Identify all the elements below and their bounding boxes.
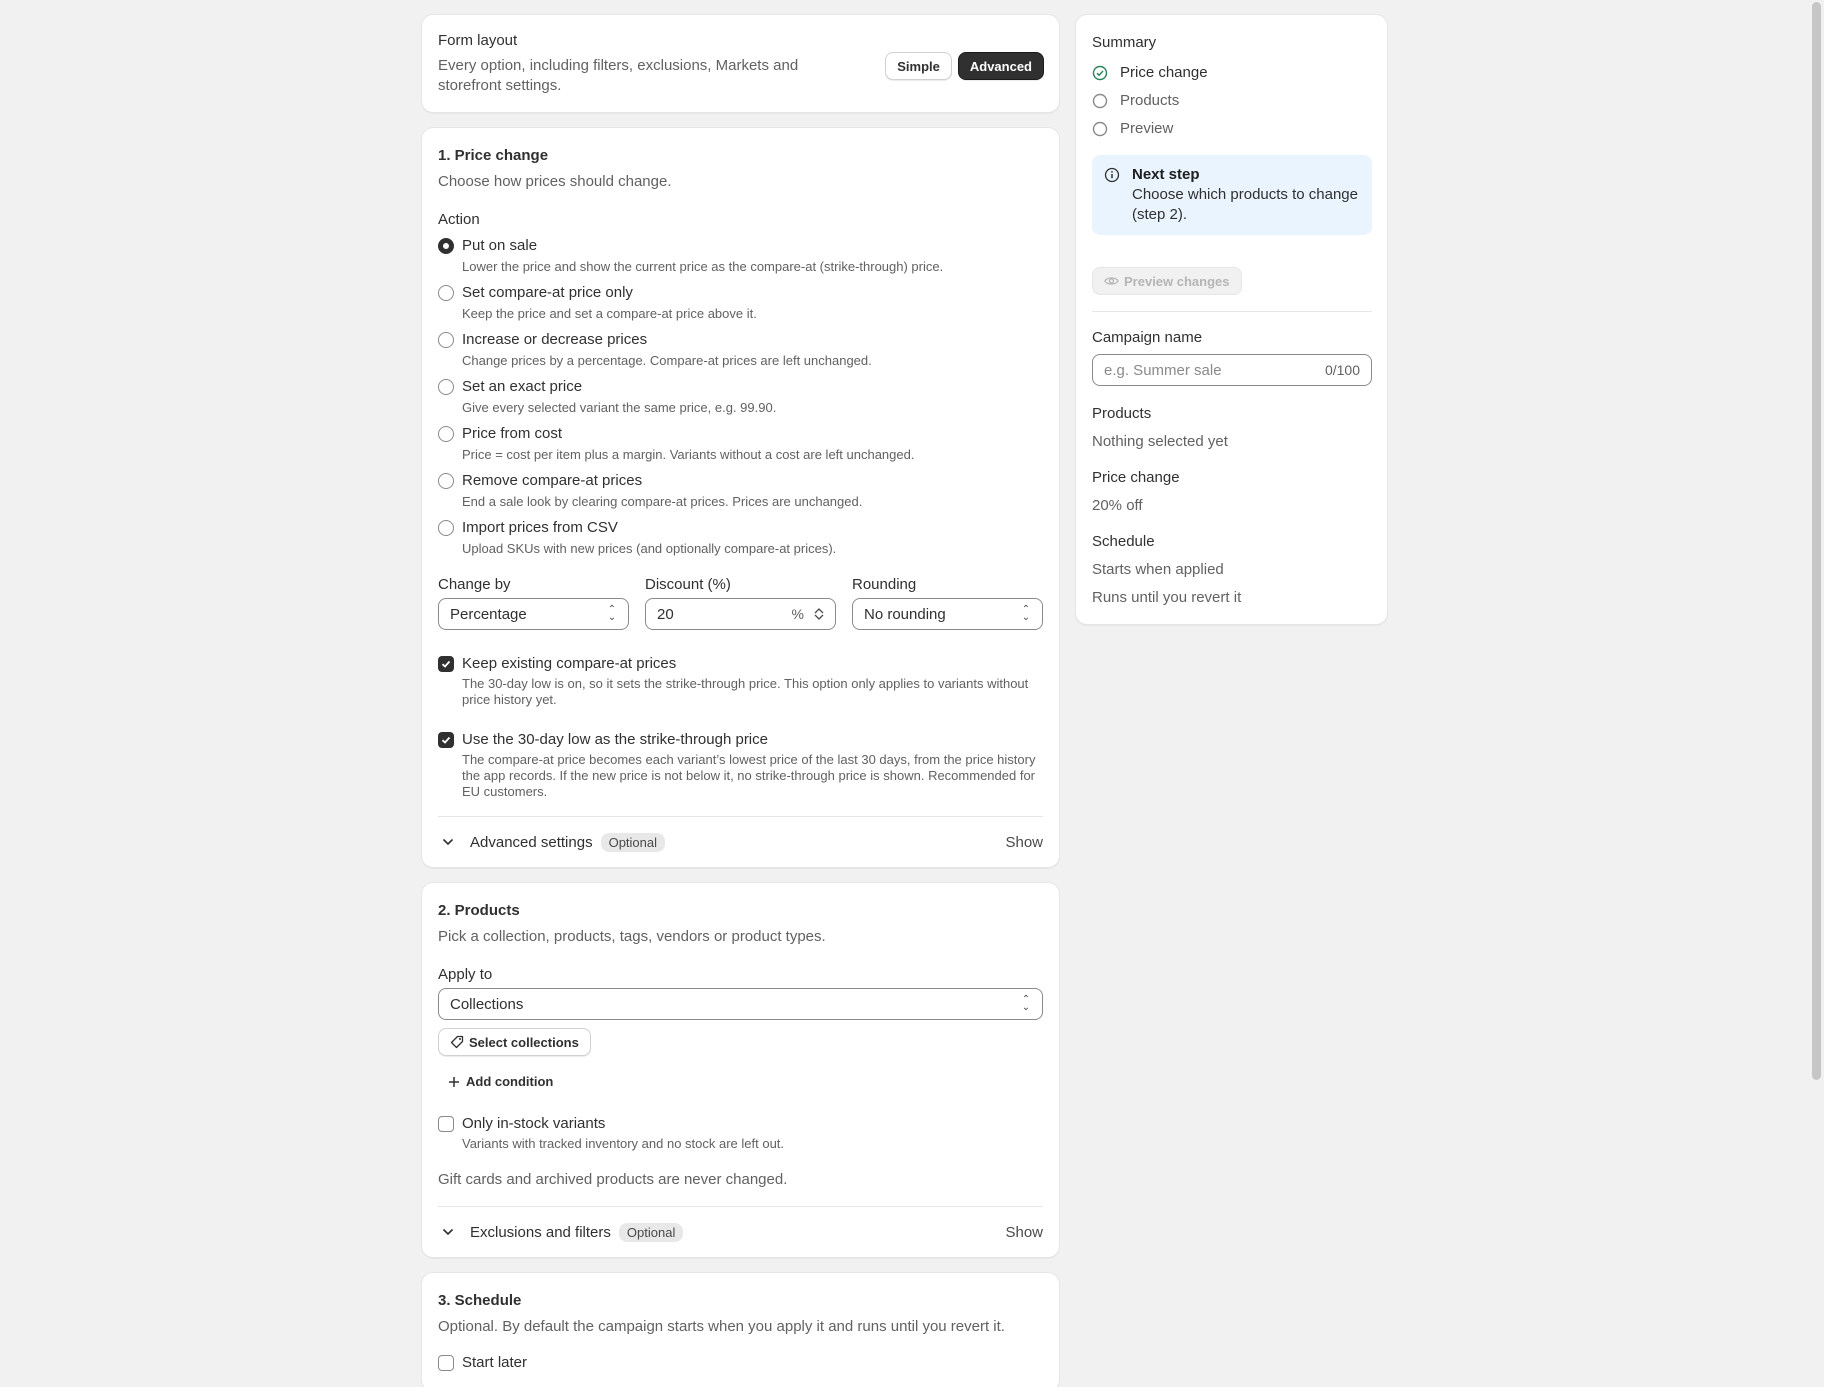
- option-label: Remove compare-at prices: [462, 472, 643, 489]
- optional-badge: Optional: [601, 833, 665, 852]
- preview-changes-button[interactable]: [1092, 267, 1242, 295]
- chevron-down-icon: [442, 1228, 458, 1236]
- empty-circle-icon: [1092, 93, 1108, 109]
- apply-to-label: Apply to: [438, 966, 493, 983]
- keep-existing-compare-at-checkbox[interactable]: [438, 654, 1043, 708]
- summary-step-price-change[interactable]: [1092, 63, 1372, 82]
- empty-circle-icon: [1092, 121, 1108, 137]
- campaign-name-placeholder: e.g. Summer sale: [1104, 361, 1222, 379]
- summary-title: Summary: [1092, 34, 1157, 51]
- action-option-remove-compare-at[interactable]: [438, 471, 1043, 510]
- action-option-put-on-sale[interactable]: [438, 236, 1043, 275]
- discount-value: 20: [657, 605, 674, 623]
- radio-button[interactable]: [438, 473, 454, 489]
- summary-price-change-label: Price change: [1092, 469, 1180, 486]
- in-stock-checkbox[interactable]: [438, 1114, 1043, 1152]
- banner-title: Next step: [1132, 166, 1200, 183]
- campaign-name-label: Campaign name: [1092, 329, 1203, 346]
- action-option-exact-price[interactable]: [438, 377, 1043, 416]
- form-layout-title: Form layout: [438, 32, 518, 49]
- banner-text: Choose which products to change (step 2).: [1132, 186, 1358, 223]
- layout-toggle: [885, 52, 1044, 80]
- radio-button[interactable]: [438, 238, 454, 254]
- products-title: 2. Products: [438, 902, 520, 919]
- change-by-label: Change by: [438, 576, 511, 593]
- change-by-value: Percentage: [450, 605, 527, 623]
- add-condition-button[interactable]: [438, 1074, 1043, 1089]
- change-fields-row: [438, 575, 1043, 630]
- option-help: Give every selected variant the same price, e.g. 99.90.: [462, 400, 777, 415]
- action-label: Action: [438, 211, 480, 228]
- rounding-label: Rounding: [852, 576, 917, 593]
- form-layout-card: [421, 14, 1060, 113]
- thirty-day-low-checkbox[interactable]: [438, 730, 1043, 800]
- option-label: Put on sale: [462, 237, 538, 254]
- action-option-compare-at-only[interactable]: [438, 283, 1043, 322]
- step-label: Preview: [1120, 120, 1174, 137]
- option-label: Set compare-at price only: [462, 284, 633, 301]
- option-help: End a sale look by clearing compare-at prices. Prices are unchanged.: [462, 494, 863, 509]
- checkbox[interactable]: [438, 656, 454, 672]
- checkbox[interactable]: [438, 1116, 454, 1132]
- checkbox-help: The 30-day low is on, so it sets the strike-through price. This option only applies to variants without price history yet.: [462, 676, 1029, 707]
- summary-schedule-end: Runs until you revert it: [1092, 589, 1242, 606]
- summary-step-preview[interactable]: [1092, 119, 1372, 138]
- check-circle-icon: [1092, 65, 1108, 81]
- apply-to-value: Collections: [450, 995, 524, 1013]
- option-help: Change prices by a percentage. Compare-at prices are left unchanged.: [462, 353, 872, 368]
- option-help: Price = cost per item plus a margin. Variants without a cost are left unchanged.: [462, 447, 915, 462]
- select-chevron-icon: ⌃ ⌄: [607, 604, 617, 623]
- select-collections-button[interactable]: [438, 1028, 591, 1056]
- checkbox-help: Variants with tracked inventory and no stock are left out.: [462, 1136, 785, 1151]
- show-advanced-button[interactable]: Show: [1005, 833, 1043, 851]
- discount-label: Discount (%): [645, 576, 731, 593]
- divider: [438, 1206, 1043, 1207]
- optional-badge: Optional: [619, 1223, 683, 1242]
- summary-price-change-value: 20% off: [1092, 497, 1143, 514]
- step-label: Price change: [1120, 64, 1208, 81]
- option-help: Lower the price and show the current price as the compare-at (strike-through) price.: [462, 259, 944, 274]
- step-label: Products: [1120, 92, 1180, 109]
- advanced-layout-button[interactable]: Advanced: [958, 52, 1044, 80]
- character-counter: 0/100: [1324, 362, 1360, 378]
- summary-schedule-start: Starts when applied: [1092, 561, 1224, 578]
- rounding-value: No rounding: [864, 605, 946, 623]
- main-column: [421, 14, 1060, 1387]
- checkmark-icon: [441, 735, 451, 745]
- checkbox-label: Start later: [462, 1354, 528, 1371]
- radio-button[interactable]: [438, 379, 454, 395]
- preview-changes-label: Preview changes: [1124, 273, 1230, 289]
- info-icon: [1104, 167, 1120, 183]
- checkmark-icon: [441, 659, 451, 669]
- option-label: Import prices from CSV: [462, 519, 618, 536]
- option-label: Increase or decrease prices: [462, 331, 648, 348]
- radio-button[interactable]: [438, 426, 454, 442]
- price-change-title: 1. Price change: [438, 147, 549, 164]
- products-note: Gift cards and archived products are never changed.: [438, 1171, 788, 1188]
- option-help: Keep the price and set a compare-at price above it.: [462, 306, 757, 321]
- tag-icon: [450, 1035, 464, 1049]
- checkbox[interactable]: [438, 1355, 454, 1371]
- schedule-subtitle: Optional. By default the campaign starts when you apply it and runs until you revert it.: [438, 1318, 1005, 1335]
- radio-button[interactable]: [438, 285, 454, 301]
- action-option-import-csv[interactable]: [438, 518, 1043, 557]
- chevron-down-icon: [442, 838, 458, 846]
- exclusions-label: Exclusions and filters: [470, 1223, 611, 1241]
- campaign-name-input[interactable]: [1092, 354, 1372, 386]
- form-layout-description: Every option, including filters, exclusions, Markets and storefront settings.: [438, 57, 799, 94]
- option-label: Set an exact price: [462, 378, 583, 395]
- simple-layout-button[interactable]: Simple: [885, 52, 952, 80]
- discount-input[interactable]: [645, 598, 836, 630]
- change-by-select[interactable]: [438, 598, 629, 630]
- select-collections-label: Select collections: [469, 1034, 579, 1050]
- action-option-price-from-cost[interactable]: [438, 424, 1043, 463]
- exclusions-toggle[interactable]: [438, 1221, 1043, 1243]
- discount-suffix: %: [791, 606, 804, 622]
- checkbox-help: The compare-at price becomes each variant’s lowest price of the last 30 days, from the price history the app records. If the new price is not below it, no strike-through price is shown. Recommended for EU customers.: [462, 752, 1036, 799]
- add-condition-label: Add condition: [466, 1074, 554, 1089]
- chevron-up-icon[interactable]: [814, 607, 824, 614]
- summary-products-value: Nothing selected yet: [1092, 433, 1228, 450]
- products-subtitle: Pick a collection, products, tags, vendors or product types.: [438, 928, 826, 945]
- summary-products-label: Products: [1092, 405, 1152, 422]
- number-stepper[interactable]: [814, 607, 824, 621]
- advanced-settings-label: Advanced settings: [470, 833, 593, 851]
- checkbox-label: Only in-stock variants: [462, 1115, 606, 1132]
- divider: [438, 816, 1043, 817]
- checkbox-label: Use the 30-day low as the strike-through price: [462, 731, 768, 748]
- show-exclusions-button[interactable]: Show: [1005, 1223, 1043, 1241]
- action-radio-group: [438, 236, 1043, 557]
- advanced-settings-toggle[interactable]: [438, 831, 1043, 853]
- apply-to-select[interactable]: [438, 988, 1043, 1020]
- divider: [1092, 311, 1372, 312]
- plus-icon: [448, 1076, 460, 1088]
- eye-icon: [1104, 275, 1119, 287]
- select-chevron-icon: ⌃ ⌄: [1021, 604, 1031, 623]
- summary-column: [1075, 14, 1388, 639]
- option-help: Upload SKUs with new prices (and optionally compare-at prices).: [462, 541, 837, 556]
- start-later-checkbox[interactable]: [438, 1353, 1043, 1373]
- radio-button[interactable]: [438, 520, 454, 536]
- scrollbar-track[interactable]: [1808, 0, 1824, 1387]
- price-change-subtitle: Choose how prices should change.: [438, 173, 672, 190]
- radio-button[interactable]: [438, 332, 454, 348]
- next-step-banner: [1092, 155, 1372, 235]
- chevron-down-icon[interactable]: [814, 614, 824, 621]
- select-chevron-icon: ⌃ ⌄: [1021, 994, 1031, 1013]
- scrollbar-thumb[interactable]: [1812, 2, 1821, 1080]
- summary-step-products[interactable]: [1092, 91, 1372, 110]
- checkbox-label: Keep existing compare-at prices: [462, 655, 677, 672]
- action-option-increase-decrease[interactable]: [438, 330, 1043, 369]
- schedule-title: 3. Schedule: [438, 1292, 522, 1309]
- option-label: Price from cost: [462, 425, 563, 442]
- price-change-card: [421, 127, 1060, 868]
- checkbox[interactable]: [438, 732, 454, 748]
- summary-schedule-label: Schedule: [1092, 533, 1155, 550]
- schedule-card: [421, 1272, 1060, 1387]
- products-card: [421, 882, 1060, 1258]
- rounding-select[interactable]: [852, 598, 1043, 630]
- summary-card: [1075, 14, 1388, 625]
